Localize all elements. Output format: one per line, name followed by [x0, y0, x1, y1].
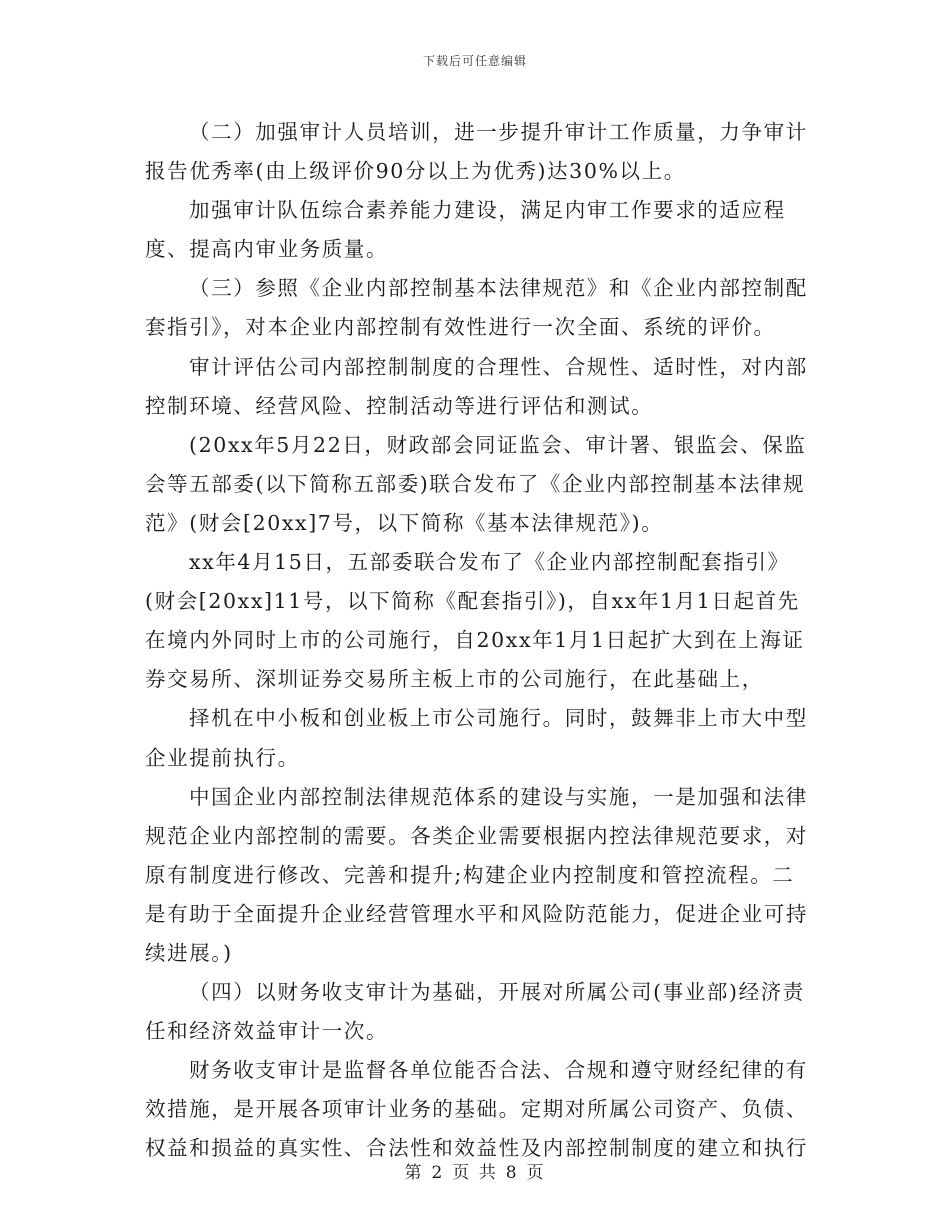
paragraph-financial-audit: 财务收支审计是监督各单位能否合法、合规和遵守财经纪律的有效措施，是开展各项审计业务的基础。定期对所属公司资产、负债、权益和损益的真实性、合法性和效益性及内部控制制度的建立和执行 [145, 1058, 808, 1161]
footer-middle: 页 共 [452, 1163, 498, 1183]
document-body [145, 113, 809, 1169]
paragraph-regulation-release: (20xx年5月22日，财政部会同证监会、审计署、银监会、保监会等五部委(以下简称五部委)联合发布了《企业内部控制基本法律规范》(财会[20xx]7号，以下简称《基本法律规范》)。 [145, 432, 807, 535]
footer-page-number: 2 [431, 1163, 445, 1183]
paragraph-guideline-scope: (财会[20xx]11号，以下简称《配套指引》)，自xx年1月1日起首先在境内外同时上市的公司施行，自20xx年1月1日起扩大到在上海证券交易所、深圳证券交易所主板上市的公司施行，在此基础上， [145, 589, 805, 692]
paragraph-item-4: （四）以财务收支审计为基础，开展对所属公司(事业部)经济责任和经济效益审计一次。 [145, 980, 805, 1044]
paragraph-team-building: 加强审计队伍综合素养能力建设，满足内审工作要求的适应程度、提高内审业务质量。 [145, 198, 786, 262]
page-header: 下载后可任意编辑 [422, 54, 527, 68]
page-footer [0, 1158, 950, 1183]
footer-total-pages: 8 [505, 1163, 519, 1183]
footer-suffix: 页 [526, 1163, 546, 1183]
paragraph-internal-control-eval: 审计评估公司内部控制制度的合理性、合规性、适时性，对内部控制环境、经营风险、控制活动等进行评估和测试。 [145, 354, 808, 418]
paragraph-item-2: （二）加强审计人员培训，进一步提升审计工作质量，力争审计报告优秀率(由上级评价90分以上为优秀)达30%以上。 [145, 120, 808, 184]
paragraph-sme-board: 择机在中小板和创业板上市公司施行。同时，鼓舞非上市大中型企业提前执行。 [145, 706, 808, 770]
footer-prefix: 第 [404, 1163, 424, 1183]
paragraph-guideline-release: xx年4月15日，五部委联合发布了《企业内部控制配套指引》 [189, 550, 790, 575]
paragraph-item-3: （三）参照《企业内部控制基本法律规范》和《企业内部控制配套指引》，对本企业内部控制有效性进行一次全面、系统的评价。 [145, 276, 808, 340]
paragraph-system-significance: 中国企业内部控制法律规范体系的建设与实施，一是加强和法律规范企业内部控制的需要。各类企业需要根据内控法律规范要求，对原有制度进行修改、完善和提升;构建企业内控制度和管控流程。二是有助于全面提升企业经营管理水平和风险防范能力，促进企业可持续进展。) [145, 784, 808, 965]
